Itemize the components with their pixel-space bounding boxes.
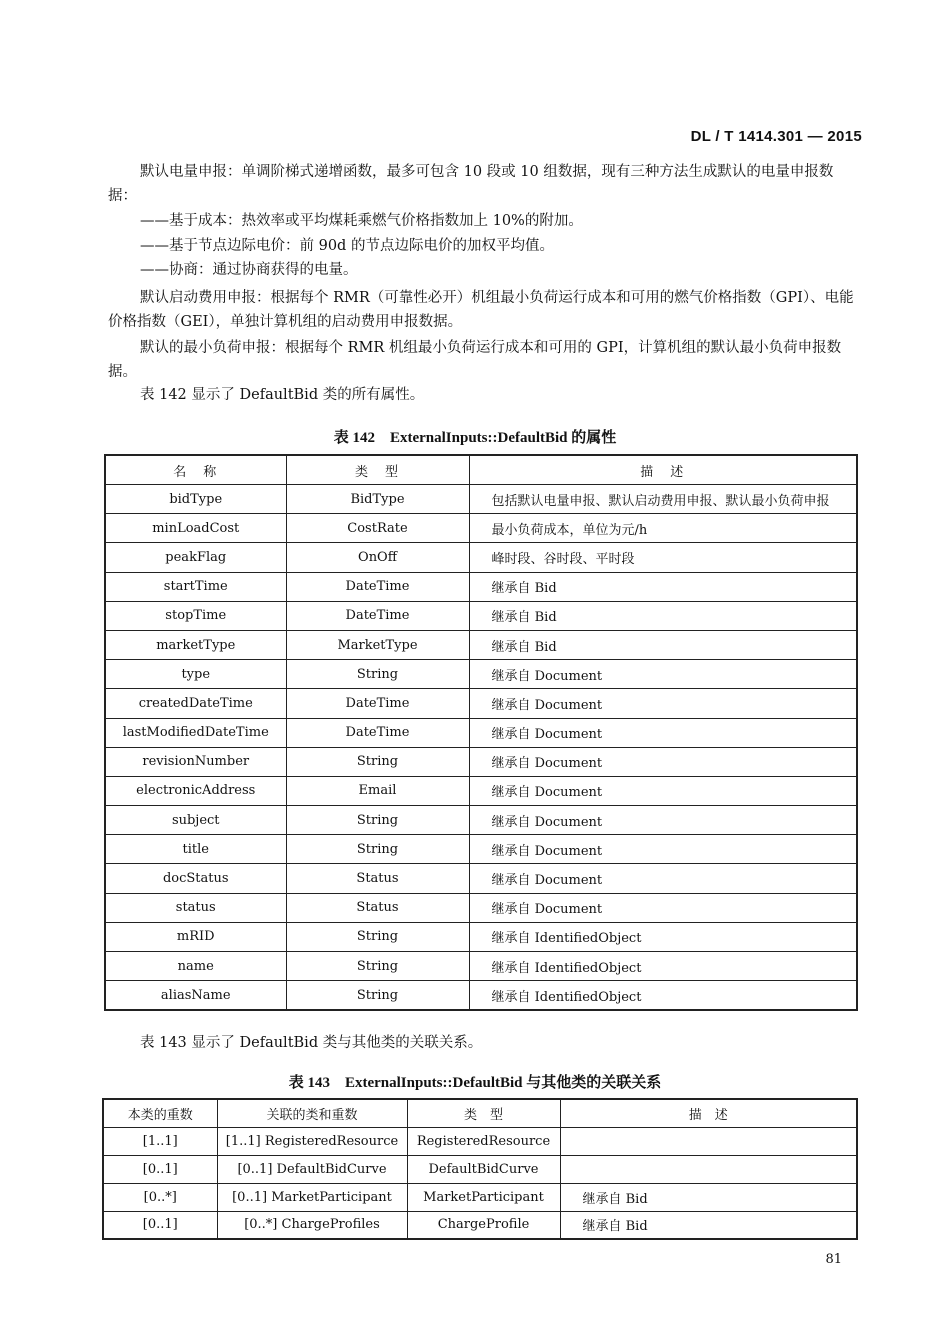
table-defaultbid-associations bbox=[102, 1098, 858, 1240]
table-cell: [0..*] ChargeProfiles bbox=[217, 1211, 407, 1239]
table-cell: 继承自 Bid bbox=[469, 601, 857, 630]
table-cell: 继承自 Document bbox=[469, 806, 857, 835]
paragraph-default-startup-bid: 默认启动费用申报：根据每个 RMR（可靠性必开）机组最小负荷运行成本和可用的燃气价格指数（GPI）、电能价格指数（GEI），单独计算机组的启动费用申报数据。 bbox=[108, 290, 854, 330]
table-row bbox=[103, 1155, 857, 1183]
table-cell: name bbox=[105, 952, 286, 981]
table-row bbox=[105, 660, 857, 689]
table-row bbox=[105, 776, 857, 805]
column-header-type: 类 型 bbox=[286, 455, 469, 485]
table-cell: marketType bbox=[105, 630, 286, 659]
table-cell: revisionNumber bbox=[105, 747, 286, 776]
table-cell: String bbox=[286, 660, 469, 689]
table-cell: DateTime bbox=[286, 601, 469, 630]
table-cell: Email bbox=[286, 776, 469, 805]
table-cell: String bbox=[286, 835, 469, 864]
table-row bbox=[105, 952, 857, 981]
table-cell: 继承自 Bid bbox=[469, 572, 857, 601]
column-header-multiplicity: 本类的重数 bbox=[103, 1099, 217, 1127]
table-cell: String bbox=[286, 981, 469, 1010]
table-cell: DefaultBidCurve bbox=[407, 1155, 560, 1183]
table-row bbox=[103, 1211, 857, 1239]
table-cell: [0..*] bbox=[103, 1183, 217, 1211]
table-cell: ChargeProfile bbox=[407, 1211, 560, 1239]
table-row bbox=[103, 1183, 857, 1211]
table-cell: MarketParticipant bbox=[407, 1183, 560, 1211]
table-row bbox=[105, 981, 857, 1010]
table-cell: aliasName bbox=[105, 981, 286, 1010]
table-row bbox=[105, 835, 857, 864]
table-cell: 继承自 Bid bbox=[560, 1211, 857, 1239]
table-cell: String bbox=[286, 806, 469, 835]
table-cell: 继承自 IdentifiedObject bbox=[469, 922, 857, 951]
table-cell: BidType bbox=[286, 485, 469, 514]
table-cell: [0..1] MarketParticipant bbox=[217, 1183, 407, 1211]
page-number: 81 bbox=[825, 1252, 842, 1267]
table-cell: DateTime bbox=[286, 572, 469, 601]
table-cell: RegisteredResource bbox=[407, 1127, 560, 1155]
paragraph-default-minload-bid: 默认的最小负荷申报：根据每个 RMR 机组最小负荷运行成本和可用的 GPI，计算机组的默认最小负荷申报数据。 bbox=[108, 340, 842, 380]
table-cell: 继承自 Document bbox=[469, 747, 857, 776]
table-row bbox=[105, 514, 857, 543]
table-cell: electronicAddress bbox=[105, 776, 286, 805]
table-cell: 继承自 Document bbox=[469, 893, 857, 922]
table-cell: createdDateTime bbox=[105, 689, 286, 718]
table-cell: [1..1] bbox=[103, 1127, 217, 1155]
table-cell: String bbox=[286, 922, 469, 951]
table-row bbox=[105, 718, 857, 747]
table-row bbox=[105, 572, 857, 601]
table-cell: 继承自 Document bbox=[469, 689, 857, 718]
table-cell: [0..1] bbox=[103, 1211, 217, 1239]
table-cell: DateTime bbox=[286, 689, 469, 718]
table-cell: 继承自 Document bbox=[469, 718, 857, 747]
table-cell: String bbox=[286, 747, 469, 776]
table-cell: 继承自 Document bbox=[469, 864, 857, 893]
table-cell: Status bbox=[286, 893, 469, 922]
table-cell: 继承自 Document bbox=[469, 776, 857, 805]
table-row bbox=[103, 1127, 857, 1155]
column-header-description: 描 述 bbox=[469, 455, 857, 485]
table-cell: type bbox=[105, 660, 286, 689]
table-cell: minLoadCost bbox=[105, 514, 286, 543]
table-cell: status bbox=[105, 893, 286, 922]
table-cell: 继承自 Bid bbox=[560, 1183, 857, 1211]
table-cell: OnOff bbox=[286, 543, 469, 572]
table-cell: 继承自 IdentifiedObject bbox=[469, 981, 857, 1010]
table-row bbox=[105, 747, 857, 776]
table-cell: 包括默认电量申报、默认启动费用申报、默认最小负荷申报 bbox=[469, 485, 857, 514]
column-header-type: 类 型 bbox=[407, 1099, 560, 1127]
table-cell: 峰时段、谷时段、平时段 bbox=[469, 543, 857, 572]
table-defaultbid-attributes bbox=[104, 454, 858, 1011]
table-row bbox=[105, 864, 857, 893]
table-row bbox=[105, 601, 857, 630]
column-header-description: 描 述 bbox=[560, 1099, 857, 1127]
table-row bbox=[105, 806, 857, 835]
paragraph-default-energy-bid: 默认电量申报：单调阶梯式递增函数，最多可包含 10 段或 10 组数据，现有三种方法生成默认的电量申报数据： bbox=[108, 164, 834, 204]
table-cell: 继承自 Document bbox=[469, 660, 857, 689]
table-cell: 继承自 IdentifiedObject bbox=[469, 952, 857, 981]
table-row bbox=[105, 630, 857, 659]
table-row bbox=[105, 922, 857, 951]
table-cell: [0..1] DefaultBidCurve bbox=[217, 1155, 407, 1183]
table-cell: lastModifiedDateTime bbox=[105, 718, 286, 747]
table142-body bbox=[105, 485, 857, 1010]
table-cell: [1..1] RegisteredResource bbox=[217, 1127, 407, 1155]
table-cell: Status bbox=[286, 864, 469, 893]
bullet-cost-based: ——基于成本：热效率或平均煤耗乘燃气价格指数加上 10%的附加。 bbox=[140, 213, 583, 229]
table-cell: 最小负荷成本，单位为元/h bbox=[469, 514, 857, 543]
table-cell bbox=[560, 1155, 857, 1183]
table-cell: stopTime bbox=[105, 601, 286, 630]
table-row bbox=[105, 485, 857, 514]
table-cell: docStatus bbox=[105, 864, 286, 893]
table-cell bbox=[560, 1127, 857, 1155]
paragraph-table142-intro: 表 142 显示了 DefaultBid 类的所有属性。 bbox=[140, 387, 425, 403]
table-cell: mRID bbox=[105, 922, 286, 951]
table-row bbox=[105, 893, 857, 922]
table-cell: 继承自 Bid bbox=[469, 630, 857, 659]
table-cell: bidType bbox=[105, 485, 286, 514]
table-cell: String bbox=[286, 952, 469, 981]
table143-caption: 表 143 ExternalInputs::DefaultBid 与其他类的关联关系 bbox=[288, 1075, 662, 1091]
column-header-name: 名 称 bbox=[105, 455, 286, 485]
table-cell: startTime bbox=[105, 572, 286, 601]
table-row bbox=[105, 689, 857, 718]
table-cell: 继承自 Document bbox=[469, 835, 857, 864]
document-code-header: DL / T 1414.301 — 2015 bbox=[690, 128, 862, 145]
bullet-negotiated: ——协商：通过协商获得的电量。 bbox=[140, 262, 358, 278]
table-cell: DateTime bbox=[286, 718, 469, 747]
table143-body bbox=[103, 1127, 857, 1239]
table-cell: CostRate bbox=[286, 514, 469, 543]
table142-caption: 表 142 ExternalInputs::DefaultBid 的属性 bbox=[333, 430, 617, 446]
table-cell: subject bbox=[105, 806, 286, 835]
table-cell: [0..1] bbox=[103, 1155, 217, 1183]
table-row bbox=[105, 543, 857, 572]
paragraph-table143-intro: 表 143 显示了 DefaultBid 类与其他类的关联关系。 bbox=[140, 1035, 483, 1051]
table-cell: MarketType bbox=[286, 630, 469, 659]
column-header-associated-class: 关联的类和重数 bbox=[217, 1099, 407, 1127]
table-cell: title bbox=[105, 835, 286, 864]
bullet-lmp-based: ——基于节点边际电价：前 90d 的节点边际电价的加权平均值。 bbox=[140, 238, 554, 254]
table-cell: peakFlag bbox=[105, 543, 286, 572]
